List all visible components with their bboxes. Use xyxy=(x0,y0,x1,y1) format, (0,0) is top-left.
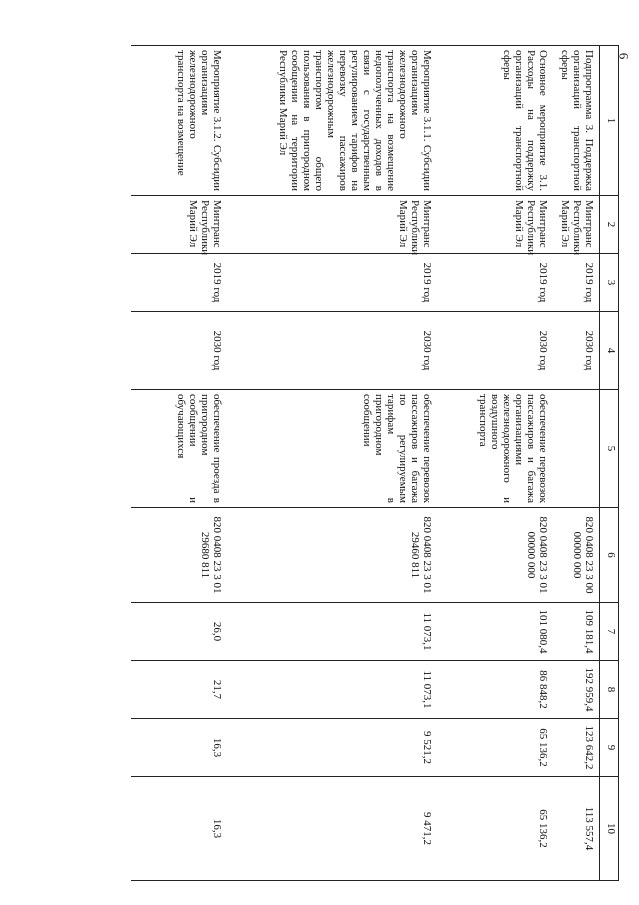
cell-budget-code: 820 0408 23 3 01 29680 811 xyxy=(131,508,225,603)
cell-amount-9: 9 521,2 xyxy=(225,719,435,777)
cell-result xyxy=(551,390,600,508)
cell-name: Основное мероприятие 3.1. Расходы на поддержку организаций транспортной сферы xyxy=(435,46,551,196)
cell-executor: Минтранс Республики Марий Эл xyxy=(131,196,225,254)
cell-budget-code: 820 0408 23 3 00 00000 000 xyxy=(551,508,600,603)
cell-amount-9: 123 642,2 xyxy=(551,719,600,777)
header-cell: 1 xyxy=(600,46,619,196)
cell-amount-7: 109 181,4 xyxy=(551,603,600,661)
cell-start-year: 2019 год xyxy=(435,254,551,312)
header-cell: 10 xyxy=(600,777,619,881)
cell-executor: Минтранс Республики Марий Эл xyxy=(551,196,600,254)
cell-end-year: 2030 год xyxy=(225,312,435,390)
cell-name: Подпрограмма 3. Поддержка организаций транспортной сферы xyxy=(551,46,600,196)
cell-amount-10: 9 471,2 xyxy=(225,777,435,881)
page-number: 6 xyxy=(616,52,632,60)
cell-amount-8: 21,7 xyxy=(131,661,225,719)
rotated-table-container xyxy=(105,45,619,880)
header-cell: 2 xyxy=(600,196,619,254)
cell-amount-7: 26,0 xyxy=(131,603,225,661)
cell-amount-10: 16,3 xyxy=(131,777,225,881)
header-cell: 4 xyxy=(600,312,619,390)
cell-end-year: 2030 год xyxy=(551,312,600,390)
cell-budget-code: 820 0408 23 3 01 29460 811 xyxy=(225,508,435,603)
cell-amount-8: 11 073,1 xyxy=(225,661,435,719)
cell-result: обеспечение перевозок пассажиров и багажа по регулируемым тарифам в пригородном сообщении xyxy=(225,390,435,508)
cell-amount-8: 192 959,4 xyxy=(551,661,600,719)
table-row xyxy=(551,46,600,881)
table-row xyxy=(435,46,551,881)
cell-amount-9: 65 136,2 xyxy=(435,719,551,777)
cell-amount-7: 11 073,1 xyxy=(225,603,435,661)
cell-amount-9: 16,3 xyxy=(131,719,225,777)
cell-amount-8: 86 848,2 xyxy=(435,661,551,719)
header-row xyxy=(600,46,619,881)
cell-end-year: 2030 год xyxy=(435,312,551,390)
cell-start-year: 2019 год xyxy=(131,254,225,312)
program-table xyxy=(131,45,619,881)
header-cell: 8 xyxy=(600,661,619,719)
cell-start-year: 2019 год xyxy=(225,254,435,312)
cell-name: Мероприятие 3.1.2. Субсидии организациям железнодорожного транспорта на возмещение xyxy=(131,46,225,196)
cell-result: обеспечение проезда в пригородном сообщении и обучающихся xyxy=(131,390,225,508)
cell-executor: Минтранс Республики Марий Эл xyxy=(225,196,435,254)
header-cell: 9 xyxy=(600,719,619,777)
cell-amount-10: 65 136,2 xyxy=(435,777,551,881)
cell-name: Мероприятие 3.1.1. Субсидии организациям железнодорожного транспорта на возмещение недополученных доходов в связи с государственным регулированием тарифов на перевозку пассажиров железнодорожным транспортом общего пользования в пригородном сообщении на территории Республики Марий Эл xyxy=(225,46,435,196)
table-row xyxy=(131,46,225,881)
header-cell: 5 xyxy=(600,390,619,508)
cell-start-year: 2019 год xyxy=(551,254,600,312)
cell-end-year: 2030 год xyxy=(131,312,225,390)
cell-result: обеспечение перевозок пассажиров и багажа организациями железнодорожного и воздушного транспорта xyxy=(435,390,551,508)
cell-amount-10: 113 557,4 xyxy=(551,777,600,881)
table-row xyxy=(225,46,435,881)
cell-budget-code: 820 0408 23 3 01 00000 000 xyxy=(435,508,551,603)
header-cell: 7 xyxy=(600,603,619,661)
header-cell: 3 xyxy=(600,254,619,312)
header-cell: 6 xyxy=(600,508,619,603)
cell-amount-7: 101 080,4 xyxy=(435,603,551,661)
cell-executor: Минтранс Республики Марий Эл xyxy=(435,196,551,254)
